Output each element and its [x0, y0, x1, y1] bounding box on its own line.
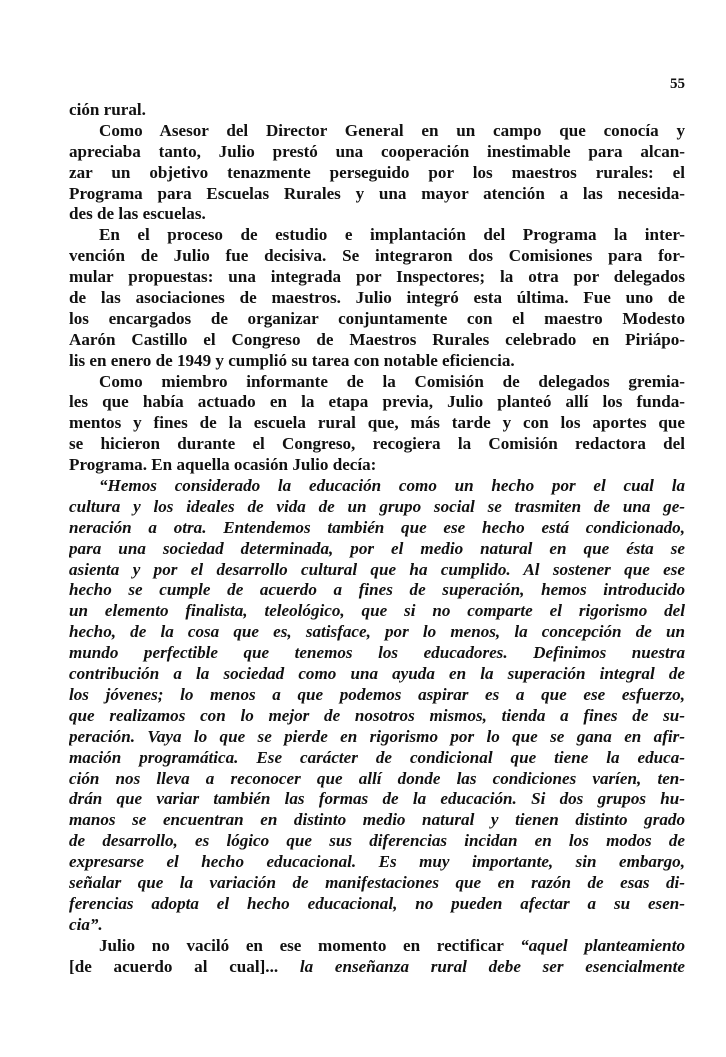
- text-line: hecho se cumple de acuerdo a fines de superación, hemos introducido: [69, 580, 685, 600]
- text-line: “Hemos considerado la educación como un hecho por el cual la: [99, 476, 685, 496]
- text-line: drán que variar también las formas de la educación. Si dos grupos hu-: [69, 789, 685, 809]
- text-line: lis en enero de 1949 y cumplió su tarea con notable eficiencia.: [69, 350, 515, 370]
- text-line: se hicieron durante el Congreso, recogiera la Comisión redactora del: [69, 434, 685, 454]
- text-line: los jóvenes; lo menos a que podemos aspirar es a que ese esfuerzo,: [69, 684, 685, 704]
- text-line-final-2: [69, 957, 685, 978]
- text-line: apreciaba tanto, Julio prestó una cooperación inestimable para alcan-: [69, 141, 685, 161]
- text-line: peración. Vaya lo que se pierde en rigorismo por lo que se gana en afir-: [69, 726, 685, 746]
- text-line: des de las escuelas.: [69, 204, 206, 224]
- body-text: [69, 100, 685, 977]
- text-line: expresarse el hecho educacional. Es muy importante, sin embargo,: [69, 852, 685, 872]
- text-line: mentos y fines de la escuela rural que, más tarde y con los aportes que: [69, 413, 685, 433]
- text-line: señalar que la variación de manifestaciones que en razón de esas di-: [69, 872, 685, 892]
- text-line: ción rural.: [69, 100, 146, 119]
- text-line: Aarón Castillo el Congreso de Maestros Rurales celebrado en Piriápo-: [69, 329, 685, 349]
- text-line: ción nos lleva a reconocer que allí donde las condiciones varíen, ten-: [69, 768, 685, 788]
- text-line: hecho, de la cosa que es, satisface, por lo menos, la concepción de un: [69, 622, 685, 642]
- text-line: los encargados de organizar conjuntamente con el maestro Modesto: [69, 308, 685, 328]
- text-line: manos se encuentran en distinto medio natural y tienen distinto grado: [69, 810, 685, 830]
- text-line: de desarrollo, es lógico que sus diferencias incidan en los modos de: [69, 831, 685, 851]
- text-line: zar un objetivo tenazmente perseguido por los maestros rurales: el: [69, 162, 685, 182]
- text-line: mular propuestas: una integrada por Inspectores; la otra por delegados: [69, 267, 685, 287]
- text-line: ferencias adopta el hecho educacional, no pueden afectar a su esen-: [69, 893, 685, 913]
- final-line-1-italic: “aquel planteamiento: [520, 935, 685, 955]
- text-line: asienta y por el desarrollo cultural que ha cumplido. Al sostener que ese: [69, 559, 685, 579]
- text-line: Como miembro informante de la Comisión de delegados gremia-: [99, 371, 685, 391]
- text-line: un elemento finalista, teleológico, que si no comparte el rigorismo del: [69, 601, 685, 621]
- final-line-2-italic: la enseñanza rural debe ser esencialmente: [299, 956, 685, 976]
- text-line: mundo perfectible que tenemos los educadores. Definimos nuestra: [69, 643, 685, 663]
- text-line-final-1: [69, 936, 685, 957]
- text-lines: [69, 100, 685, 936]
- text-line: Como Asesor del Director General en un campo que conocía y: [99, 120, 685, 140]
- text-line: Programa para Escuelas Rurales y una mayor atención a las necesida-: [69, 183, 685, 203]
- text-line: cultura y los ideales de vida de un grupo social se trasmiten de una ge-: [69, 496, 685, 516]
- text-line: neración a otra. Entendemos también que ese hecho está condicionado,: [69, 517, 685, 537]
- text-line: mación programática. Ese carácter de condicional que tiene la educa-: [69, 747, 685, 767]
- final-line-1-plain: Julio no vaciló en ese momento en rectificar: [99, 935, 521, 955]
- text-line: cia”.: [69, 914, 103, 934]
- text-line: contribución a la sociedad como una ayuda en la superación integral de: [69, 664, 685, 684]
- text-line: para una sociedad determinada, por el medio natural en que ésta se: [69, 538, 685, 558]
- text-line: de las asociaciones de maestros. Julio integró esta última. Fue uno de: [69, 288, 685, 308]
- text-line: les que había actuado en la etapa previa, Julio planteó allí los funda-: [69, 392, 685, 412]
- text-line: vención de Julio fue decisiva. Se integraron dos Comisiones para for-: [69, 246, 685, 266]
- final-line-2-plain: [de acuerdo al cual]...: [69, 956, 300, 976]
- page-number: 55: [670, 76, 685, 92]
- text-line: En el proceso de estudio e implantación del Programa la inter-: [99, 225, 685, 245]
- text-line: que realizamos con lo mejor de nosotros mismos, tienda a fines de su-: [69, 705, 685, 725]
- text-line: Programa. En aquella ocasión Julio decía:: [69, 455, 377, 475]
